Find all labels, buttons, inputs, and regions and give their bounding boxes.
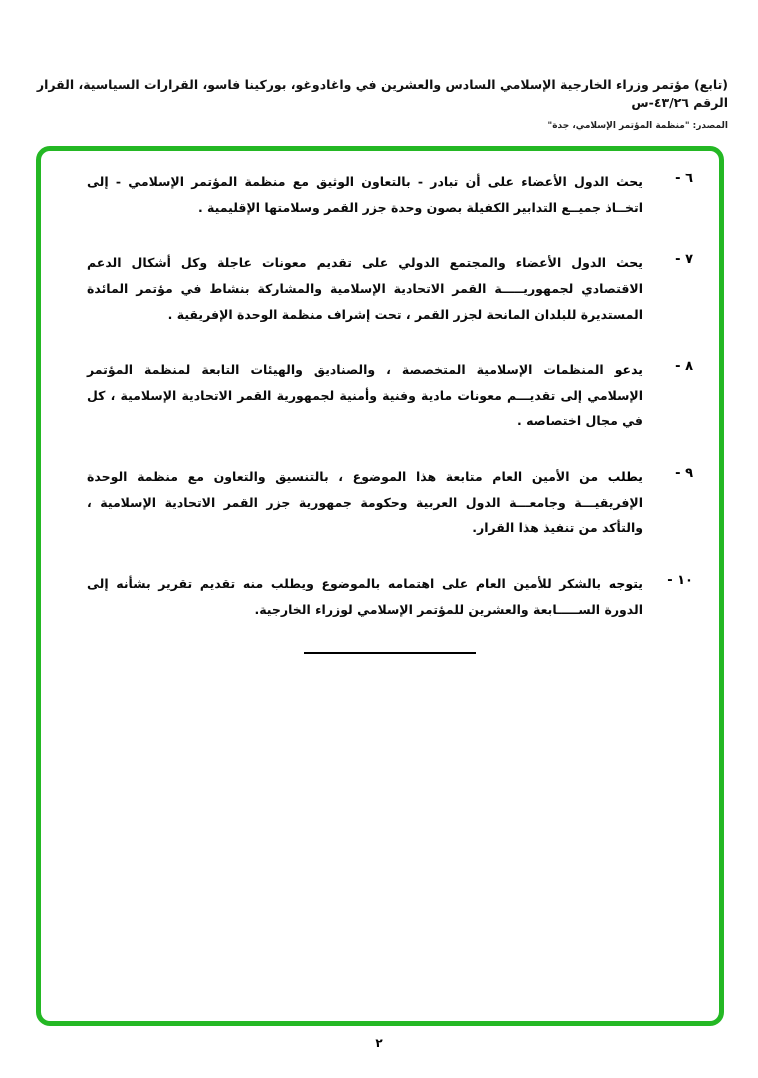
clause-text [87, 169, 643, 220]
clause-number: ٧ - [675, 252, 693, 268]
clause-number: ١٠ - [667, 572, 693, 588]
content-frame [36, 146, 724, 1026]
clause-text [87, 571, 643, 622]
clause-lead-word: يدعو [614, 362, 643, 378]
clause-lead-word: يحث [616, 174, 643, 189]
document-title: (تابع) مؤتمر وزراء الخارجية الإسلامي السادس والعشرين في واغادوغو، بوركينا فاسو، القرارات السياسية، القرار الرقم ٤٣/٢٦-س [36, 77, 728, 110]
clause-lead-word: يحث [616, 255, 643, 271]
resolution-clause [87, 571, 693, 622]
resolution-clause [87, 250, 693, 327]
clause-number: ٨ - [675, 359, 693, 375]
resolution-clause [87, 169, 693, 220]
clause-body: الدول الأعضاء والمجتمع الدولي على تقديم معونات عاجلة وكل أشكال الدعم الاقتصادي لجمهوريـــــة القمر الاتحادية الإسلامية والمشاركة بنشاط في مؤتمر المائدة المستديرة للبلدان المانحة لجزر القمر ، تحت إشراف منظمة الوحدة الإفريقية . [87, 255, 643, 322]
document-header [34, 76, 728, 131]
clause-number: ٩ - [675, 466, 693, 481]
clause-lead-word: يطلب [607, 469, 643, 484]
clause-body: المنظمات الإسلامية المتخصصة ، والصناديق والهيئات التابعة لمنظمة المؤتمر الإسلامي إلى تقديـــم معونات مادية وفنية وأمنية لجمهورية القمر الاتحادية الإسلامية ، كل في مجال اختصاصه . [87, 362, 643, 429]
clause-text [87, 357, 643, 434]
resolution-clause [87, 357, 693, 434]
page-number: ٢ [375, 1036, 383, 1050]
document-source: المصدر: "منظمة المؤتمر الإسلامي، جدة" [547, 121, 728, 131]
clause-body: من الأمين العام متابعة هذا الموضوع ، بالتنسيق والتعاون مع منظمة الوحدة الإفريقيـــة وجامعـــة الدول العربية وحكومة جمهورية جزر القمر الاتحادية الإسلامية ، والتأكد من تنفيذ هذا القرار. [87, 469, 643, 536]
clause-text [87, 464, 643, 541]
clause-lead-word: يتوجه [608, 575, 643, 591]
resolution-clause [87, 464, 693, 541]
clause-number: ٦ - [675, 171, 693, 186]
resolution-clauses [41, 151, 719, 1021]
clause-body: بالشكر للأمين العام على اهتمامه بالموضوع ويطلب منه تقديم تقرير بشأنه إلى الدورة الســـــابعة والعشرين للمؤتمر الإسلامي لوزراء الخارجية. [87, 575, 643, 617]
clause-text [87, 250, 643, 327]
clause-body: الدول الأعضاء على أن تبادر - بالتعاون الوثيق مع منظمة المؤتمر الإسلامي - إلى اتخــاذ جميــع التدابير الكفيلة بصون وحدة جزر القمر وسلامتها الإقليمية . [87, 174, 643, 215]
section-divider [304, 652, 476, 654]
